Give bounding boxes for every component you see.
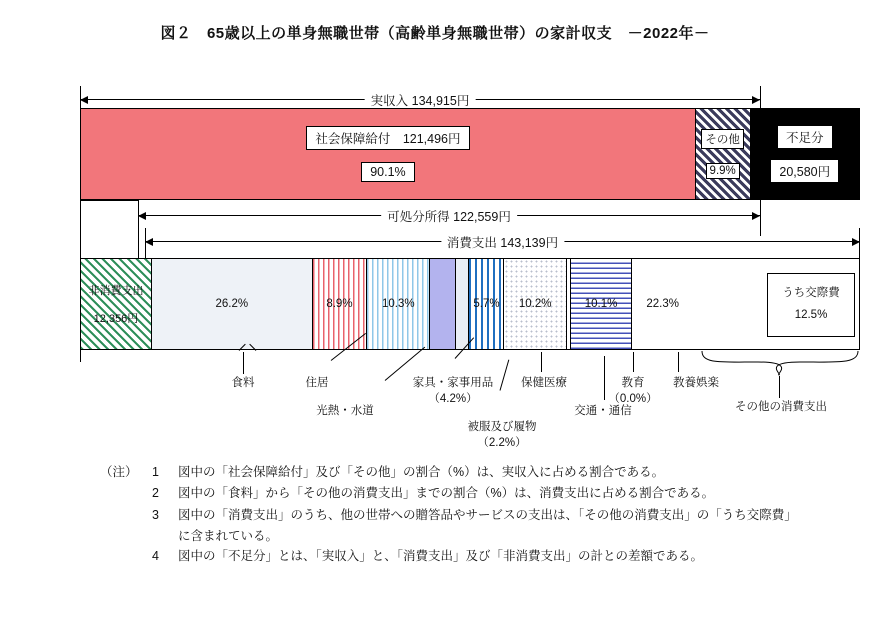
social-security-label: 社会保障給付 121,496円 <box>306 126 469 150</box>
segment-deficit <box>751 109 860 199</box>
segment-housing <box>312 258 367 350</box>
utilities-pct: 10.3% <box>382 298 415 310</box>
food-pct: 26.2% <box>215 298 249 310</box>
leader-food <box>243 352 244 374</box>
segment-non-consumption <box>80 258 151 350</box>
leader-culture <box>678 352 679 372</box>
social-security-pct: 90.1% <box>361 162 414 182</box>
note-text-4: 図中の「不足分」とは、「実収入」と、「消費支出」及び「非消費支出」の計との差額である。 <box>178 549 704 563</box>
segment-health <box>468 258 503 350</box>
segment-other-income <box>696 109 751 199</box>
income-guide-right <box>760 86 761 108</box>
label-utilities: 光熱・水道 <box>316 405 374 417</box>
leader-transport <box>604 356 605 400</box>
label-housing: 住居 <box>305 377 329 389</box>
segment-furniture <box>429 258 455 350</box>
page-title: 図２ 65歳以上の単身無職世帯（高齢単身無職世帯）の家計収支 －2022年－ <box>160 25 710 42</box>
frame-left-lower <box>80 350 81 362</box>
non-consumption-label: 非消費支出 <box>88 285 144 297</box>
entertainment-expense-label: うち交際費 <box>782 287 840 300</box>
leader-health <box>541 352 542 372</box>
segment-food <box>151 258 312 350</box>
segment-social-security <box>81 109 696 199</box>
label-education-pct: （0.0%） <box>608 393 658 405</box>
notes-block <box>100 462 840 567</box>
non-consumption-value: 12,356円 <box>93 313 139 325</box>
transport-pct: 10.2% <box>518 298 552 310</box>
consumption-bracket-label: 消費支出 143,139円 <box>441 233 564 251</box>
segment-clothing <box>455 258 468 350</box>
segment-utilities <box>366 258 429 350</box>
deficit-value: 20,580円 <box>770 159 839 183</box>
disposable-bracket-arrow <box>138 208 760 222</box>
segment-other-expenditure <box>631 258 860 350</box>
note-number-3: 3 <box>152 507 159 522</box>
note-text-2: 図中の「食料」から「その他の消費支出」までの割合（%）は、消費支出に占める割合である。 <box>178 486 715 501</box>
frame-top-left <box>80 200 138 201</box>
label-other-expenditure: その他の消費支出 <box>735 401 827 413</box>
label-food: 食料 <box>231 377 255 389</box>
label-furniture: 家具・家事用品 <box>412 377 494 389</box>
notes-header: （注） <box>100 465 138 479</box>
income-bracket-label: 実収入 134,915円 <box>365 91 476 109</box>
segment-culture <box>570 258 632 350</box>
label-transport: 交通・通信 <box>574 405 632 417</box>
leader-education <box>633 352 634 372</box>
income-guide-left <box>80 86 81 108</box>
other-expenditure-brace <box>700 350 860 376</box>
entertainment-expense-pct: 12.5% <box>794 309 828 321</box>
label-education: 教育 <box>621 377 645 389</box>
culture-pct: 10.1% <box>584 298 618 310</box>
other-income-label: その他 <box>701 129 744 149</box>
disposable-bracket-label: 可処分所得 122,559円 <box>381 207 517 225</box>
deficit-label: 不足分 <box>777 125 833 149</box>
note-text-3-cont: に含まれている。 <box>178 528 279 543</box>
consumption-bracket-arrow <box>145 234 860 248</box>
other-expenditure-pct: 22.3% <box>646 298 679 310</box>
disposable-guide-right <box>760 200 761 236</box>
note-number-1: 1 <box>152 465 159 479</box>
note-number-2: 2 <box>152 486 159 501</box>
note-text-3: 図中の「消費支出」のうち、他の世帯への贈答品やサービスの支出は、「その他の消費支出」の「うち交際費」 <box>178 507 797 522</box>
health-pct: 5.7% <box>473 298 500 310</box>
other-income-pct: 9.9% <box>706 163 740 179</box>
label-culture: 教養娯楽 <box>673 377 719 389</box>
label-furniture-pct: （4.2%） <box>428 393 478 405</box>
note-text-1: 図中の「社会保障給付」及び「その他」の割合（%）は、実収入に占める割合である。 <box>178 465 665 479</box>
label-health: 保健医療 <box>521 377 567 389</box>
label-clothing: 被服及び履物 <box>467 421 537 433</box>
label-clothing-pct: （2.2%） <box>477 437 527 449</box>
segment-transport <box>503 258 565 350</box>
frame-left-upper <box>80 200 81 258</box>
income-bar <box>80 108 860 200</box>
expenditure-bar <box>80 258 860 350</box>
leader-other-expenditure <box>779 376 780 398</box>
housing-pct: 8.9% <box>326 298 353 310</box>
note-number-4: 4 <box>152 549 159 563</box>
entertainment-expense-box <box>767 273 855 337</box>
income-bracket-arrow <box>80 92 760 106</box>
